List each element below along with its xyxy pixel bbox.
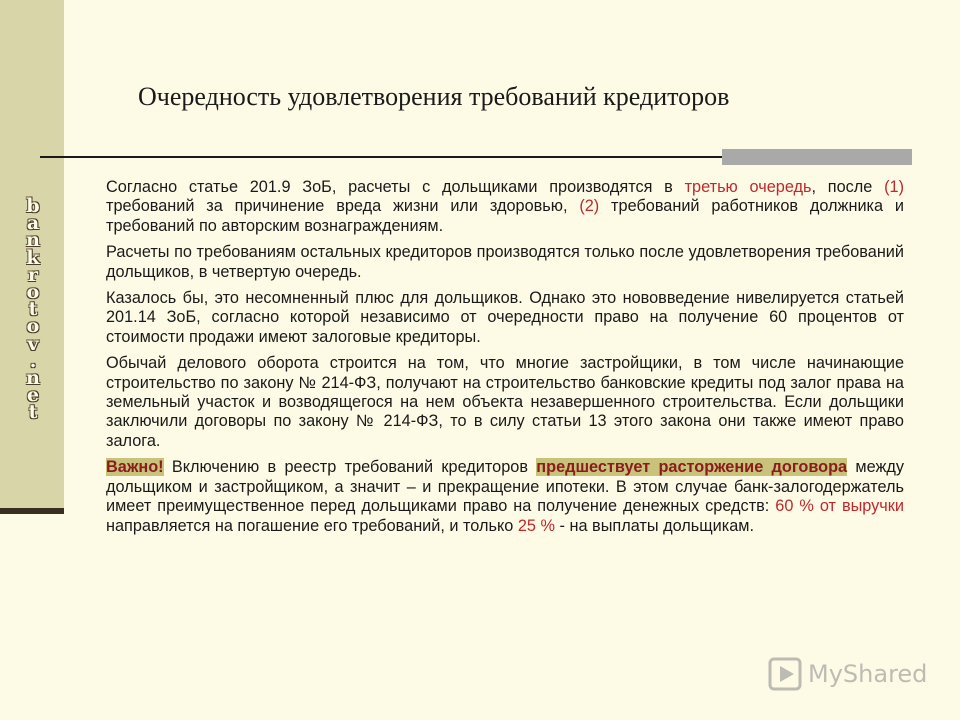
myshared-watermark [768,656,927,692]
p5-percent-60: 60 % от выручки [775,497,905,516]
sidebar-letter: . [29,349,37,372]
p1-text: требований работников должника и требований по авторским вознаграждениям. [106,197,904,235]
title-accent-bar [722,149,912,165]
paragraph-2: Расчеты по требованиям остальных кредиторов производятся только после удовлетворения требований дольщиков, в четвертую очередь. [106,243,904,281]
p1-highlight-queue: третью очередь [684,178,812,196]
sidebar-letter: n [26,367,40,390]
p5-percent-25: 25 % [517,516,555,535]
paragraph-4: Обычай делового оборота строится на том, что многие застройщики, в том числе начинающие строительство по закону № 214-ФЗ, получают на строительство банковские кредиты под залог права на земельный участок и возводящегося на нем объекта незавершенного строительства. Если дольщики заключили договоры по закону № 214-ФЗ, то в силу статьи 13 этого закона они также имеют право залога. [106,354,904,450]
sidebar-letter: o [26,315,40,338]
p5-text: - на выплаты дольщикам. [555,516,755,535]
p1-text: Согласно статье 201.9 ЗоБ, расчеты с дольщиками производятся в [106,178,685,196]
paragraph-5 [106,458,904,536]
p1-text: требований за причинение вреда жизни или здоровью, [106,197,580,216]
p1-text: , после [811,178,885,196]
p1-marker-1: (1) [884,178,905,196]
paragraph-1 [106,178,904,236]
p5-text: между дольщиком и застройщиком, а значит – и прекращение ипотеки. В этом случае банк-залогодержатель имеет преимущественное перед дольщиками право на получение денежных средств: [106,458,905,516]
slide-body [106,178,904,543]
sidebar-letter: r [27,263,38,286]
paragraph-3: Казалось бы, это несомненный плюс для дольщиков. Однако это нововведение нивелируется статьей 201.14 ЗоБ, согласно которой независимо от очередности право на получение 60 процентов от стоимости продажи имеют залоговые кредиторы. [106,289,904,346]
important-label: Важно! [106,458,164,477]
p5-text: направляется на погашение его требований, и только [106,516,518,535]
sidebar-letter: t [28,298,38,321]
sidebar-letter: o [26,281,40,304]
sidebar-letter: n [26,229,40,252]
sidebar-letter: k [26,246,40,269]
sidebar-bottom-rule [0,508,64,514]
watermark-text: MyShared [808,660,928,688]
sidebar-letter: a [26,212,40,235]
p5-highlight-termination: предшествует расторжение договора [536,458,848,477]
p1-marker-2: (2) [579,197,600,216]
slide-title: Очередность удовлетворения требований кредиторов [138,82,730,111]
play-icon [768,657,802,691]
sidebar-vertical-logo [22,195,44,424]
p5-text: Включению в реестр требований кредиторов [163,458,537,477]
sidebar-letter: b [26,195,40,217]
sidebar-letter: e [26,384,40,407]
sidebar-letter: t [28,401,38,424]
sidebar-letter: v [27,332,39,355]
